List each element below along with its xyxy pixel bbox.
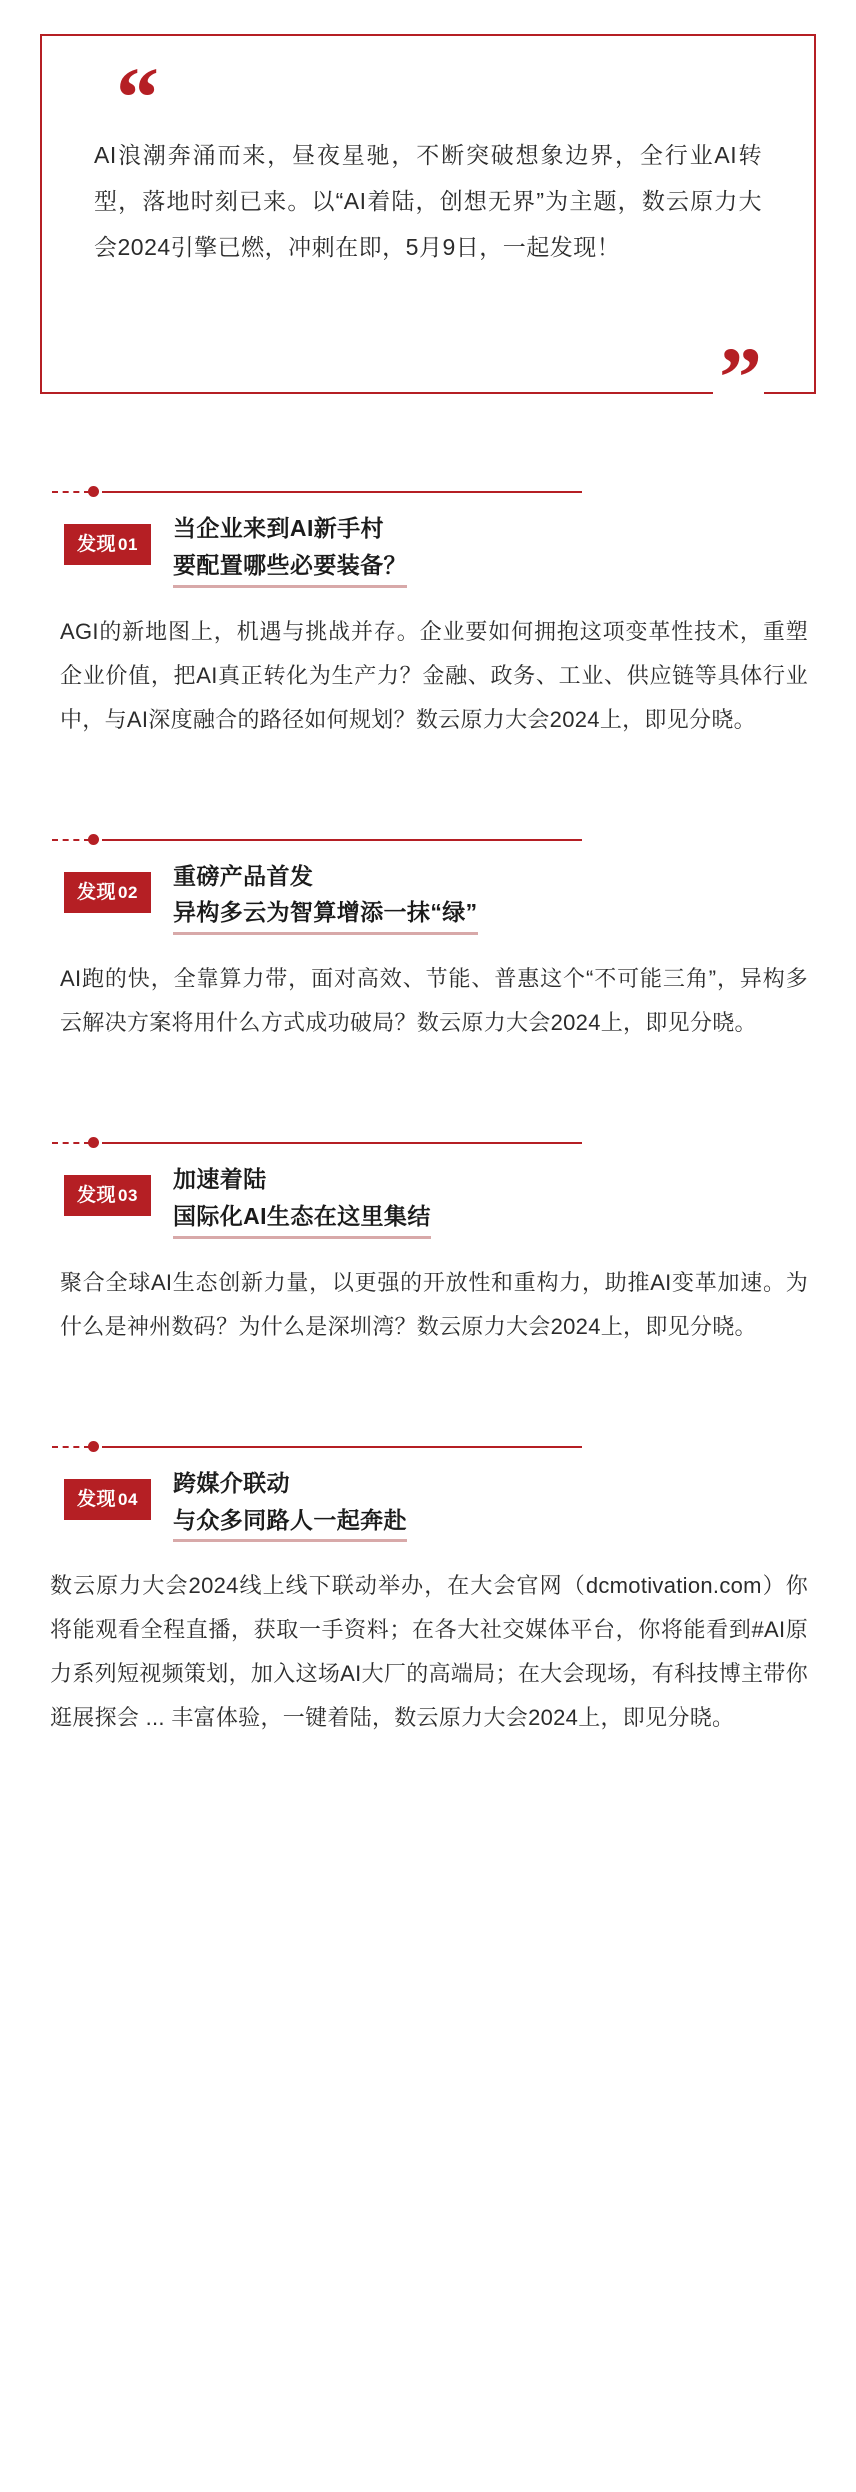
finding-section-01 [34,480,822,742]
section-rule [102,1142,582,1144]
section-titles [173,856,478,936]
section-title-line2: 要配置哪些必要装备？ [173,547,407,588]
badge-label: 发现 [77,534,117,555]
section-body: 聚合全球AI生态创新力量，以更强的开放性和重构力，助推AI变革加速。为什么是神州数码？为什么是深圳湾？数云原力大会2024上，即见分晓。 [60,1269,808,1339]
section-titles [173,1159,431,1239]
section-header [42,856,822,936]
quote-text: AI浪潮奔涌而来，昼夜星驰，不断突破想象边界，全行业AI转型，落地时刻已来。以“AI着陆，创想无界”为主题，数云原力大会2024引擎已燃，冲刺在即，5月9日，一起发现！ [94,142,762,260]
marker-dot-icon [88,1137,99,1148]
status-badge [64,524,151,565]
badge-label: 发现 [77,1185,117,1207]
quote-box [40,34,816,425]
section-title-line2: 与众多同路人一起奔赴 [173,1502,407,1543]
finding-section-02 [34,828,822,1046]
finding-section-04 [34,1435,822,1741]
section-title-line1: 加速着陆 [172,1166,267,1193]
quote-open-icon: “ [116,49,155,145]
quote-block [40,34,816,425]
section-rule [102,1446,582,1448]
finding-section-03 [34,1131,822,1349]
section-header [42,1159,822,1239]
marker-dot-icon [88,1441,99,1452]
section-marker [52,480,822,506]
section-title-line2: 异构多云为智算增添一抹“绿” [173,894,478,935]
dashed-line [52,839,90,841]
section-title-line1: 重磅产品首发 [172,862,314,889]
section-title-line1: 跨媒介联动 [172,1469,290,1496]
status-badge [64,1479,151,1520]
section-marker [52,1131,822,1157]
marker-dot-icon [88,834,99,845]
section-rule [102,491,582,493]
section-marker [52,828,822,854]
section-marker [52,1435,822,1461]
section-header [42,508,822,588]
section-title-line1: 当企业来到AI新手村 [172,515,384,541]
section-titles [173,1463,407,1543]
status-badge [64,872,151,913]
section-title-line2: 国际化AI生态在这里集结 [173,1198,431,1239]
section-body: 数云原力大会2024线上线下联动举办，在大会官网（dcmotivation.com）你将能观看全程直播，获取一手资料；在各大社交媒体平台，你将能看到#AI原力系列短视频策划，加入这场AI大厂的高端局；在大会现场，有科技博主带你逛展探会 ... 丰富体验，一键着陆，数云原力大会2024上，即见分晓。 [50,1573,808,1731]
badge-number: 04 [118,1489,138,1509]
dashed-line [52,1446,90,1448]
dashed-line [52,491,90,493]
dashed-line [52,1142,90,1144]
section-titles [173,508,407,588]
badge-label: 发现 [77,1488,117,1510]
badge-number: 03 [118,1186,138,1206]
section-body: AGI的新地图上，机遇与挑战并存。企业要如何拥抱这项变革性技术，重塑企业价值，把AI真正转化为生产力？金融、政务、工业、供应链等具体行业中，与AI深度融合的路径如何规划？数云原力大会2024上，即见分晓。 [60,618,808,732]
marker-dot-icon [88,486,99,497]
section-rule [102,839,582,841]
badge-number: 02 [118,882,138,902]
section-body: AI跑的快，全靠算力带，面对高效、节能、普惠这个“不可能三角”，异构多云解决方案将用什么方式成功破局？数云原力大会2024上，即见分晓。 [60,966,808,1036]
badge-number: 01 [118,535,138,554]
quote-close-icon: ” [713,334,764,420]
badge-label: 发现 [77,881,117,903]
section-header [42,1463,822,1543]
status-badge [64,1175,151,1216]
